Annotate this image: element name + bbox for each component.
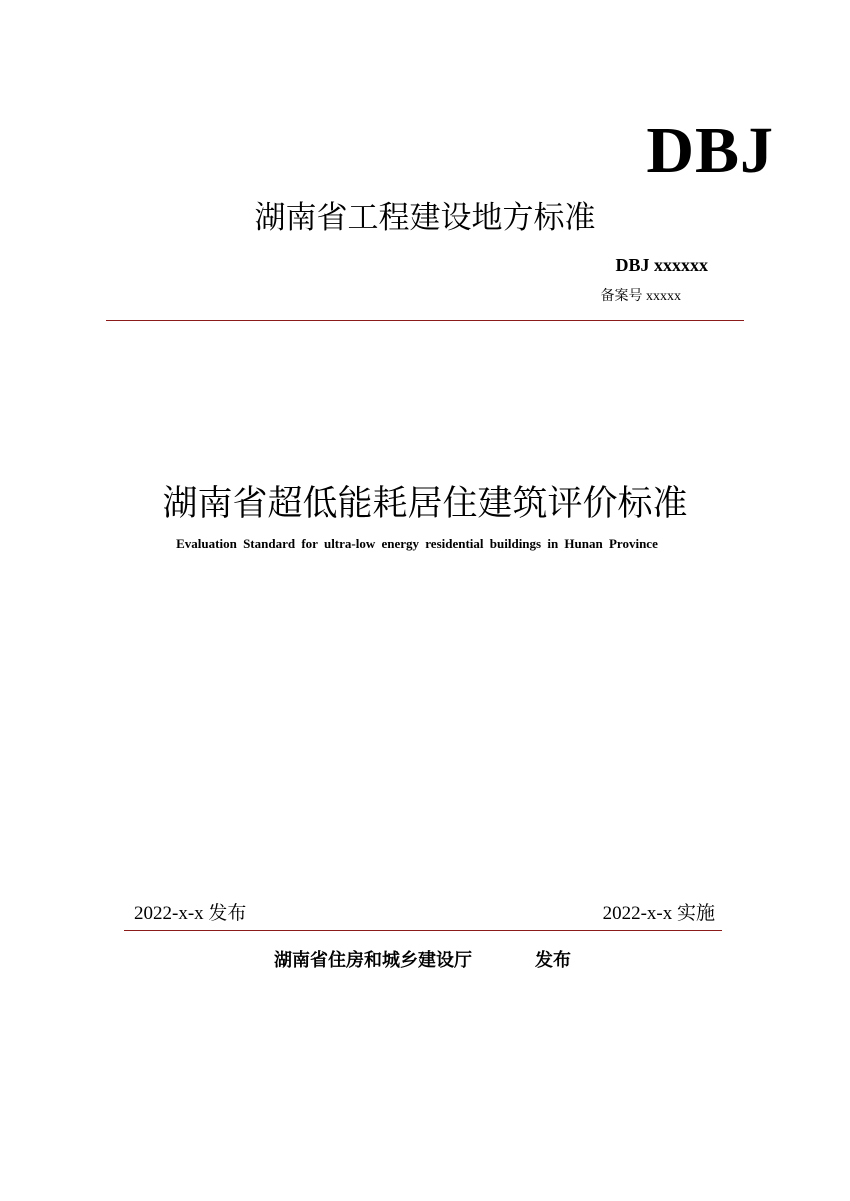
issue-label: 发布 bbox=[535, 950, 571, 971]
issuing-authority: 湖南省住房和城乡建设厅 bbox=[274, 950, 472, 971]
page-title: 湖南省超低能耗居住建筑评价标准 bbox=[162, 484, 688, 524]
bottom-divider bbox=[124, 930, 722, 931]
document-type-heading: 湖南省工程建设地方标准 bbox=[254, 200, 596, 236]
dbj-logo: DBJ bbox=[646, 114, 774, 187]
top-divider bbox=[106, 320, 744, 321]
english-title: Evaluation Standard for ultra-low energy residential buildings in Hunan Province bbox=[176, 536, 658, 551]
effective-date: 2022-x-x 实施 bbox=[602, 903, 715, 924]
record-number: 备案号 xxxxx bbox=[600, 289, 681, 304]
standard-code: DBJ xxxxxx bbox=[615, 255, 708, 275]
issue-date: 2022-x-x 发布 bbox=[134, 903, 247, 924]
